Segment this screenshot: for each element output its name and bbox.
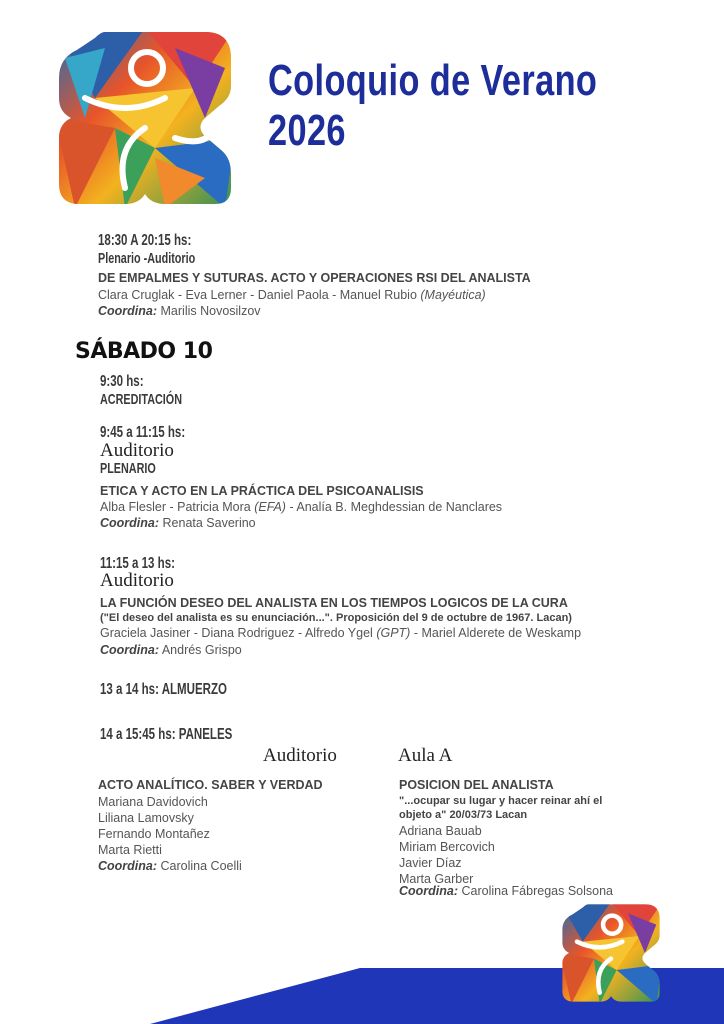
panel-right-title: POSICION DEL ANALISTA <box>399 778 554 792</box>
panel-left-name: Liliana Lamovsky <box>98 811 194 825</box>
coord-label: Coordina: <box>399 884 459 898</box>
friday-plenary-speakers <box>98 288 486 302</box>
plenario-coordinator <box>100 516 256 530</box>
plenario-title: ETICA Y ACTO EN LA PRÁCTICA DEL PSICOANALISIS <box>100 484 424 498</box>
panels-time: 14 a 15:45 hs: PANELES <box>100 726 233 743</box>
acreditacion-label: ACREDITACIÓN <box>100 391 183 408</box>
acreditacion-time: 9:30 hs: <box>100 373 144 390</box>
panel-right-coordinator <box>399 884 613 898</box>
plenario-speakers-note: (EFA) <box>254 500 286 514</box>
panel-right-name: Adriana Bauab <box>399 824 482 838</box>
panel-right-quote-line-1: "...ocupar su lugar y hacer reinar ahí el <box>399 795 603 807</box>
session2-time: 11:15 a 13 hs: <box>100 555 175 572</box>
coord-name: Carolina Coelli <box>160 859 242 873</box>
session2-title: LA FUNCIÓN DESEO DEL ANALISTA EN LOS TIEMPOS LOGICOS DE LA CURA <box>100 596 568 610</box>
panel-left-title: ACTO ANALÍTICO. SABER Y VERDAD <box>98 778 323 792</box>
session2-speakers-note: (GPT) <box>376 626 411 640</box>
panel-left-names <box>98 794 210 858</box>
coord-label: Coordina: <box>98 304 158 318</box>
panel-left-name: Fernando Montañez <box>98 827 210 841</box>
plenario-speakers <box>100 500 502 514</box>
colloquium-logo-icon <box>55 28 235 208</box>
coord-name: Carolina Fábregas Solsona <box>461 884 613 898</box>
plenario-room: Auditorio <box>100 440 174 461</box>
coord-label: Coordina: <box>100 643 160 657</box>
page-title <box>268 56 597 156</box>
day-heading: SÁBADO 10 <box>75 339 213 364</box>
friday-plenary-room: Plenario -Auditorio <box>98 250 196 267</box>
coord-name: Marilis Novosilzov <box>160 304 261 318</box>
friday-plenary-coordinator <box>98 304 261 318</box>
plenario-kind: PLENARIO <box>100 460 156 477</box>
friday-plenary-speakers-note: (Mayéutica) <box>420 288 486 302</box>
panel-right-name: Javier Díaz <box>399 856 462 870</box>
panel-divider <box>370 740 374 888</box>
session2-speakers-a: Graciela Jasiner - Diana Rodriguez - Alfredo Ygel <box>100 626 373 640</box>
panel-left-name: Mariana Davidovich <box>98 795 208 809</box>
title-line-1: Coloquio de Verano <box>268 56 598 105</box>
friday-plenary-title: DE EMPALMES Y SUTURAS. ACTO Y OPERACIONES RSI DEL ANALISTA <box>98 271 531 285</box>
coord-name: Andrés Grispo <box>161 643 242 657</box>
title-line-2: 2026 <box>268 106 346 155</box>
friday-plenary-speakers-names: Clara Cruglak - Eva Lerner - Daniel Paola - Manuel Rubio <box>98 288 417 302</box>
session2-coordinator <box>100 643 242 657</box>
panel-right-name: Marta Garber <box>399 872 474 886</box>
panel-left-coordinator <box>98 859 242 873</box>
panel-left-name: Marta Rietti <box>98 843 162 857</box>
session2-speakers-b: - Mariel Alderete de Weskamp <box>413 626 582 640</box>
coord-label: Coordina: <box>98 859 158 873</box>
panel-left-room: Auditorio <box>263 745 337 766</box>
lunch-line: 13 a 14 hs: ALMUERZO <box>100 681 227 698</box>
plenario-speakers-a: Alba Flesler - Patricia Mora <box>100 500 251 514</box>
colloquium-logo-small-icon <box>560 902 662 1004</box>
plenario-time: 9:45 a 11:15 hs: <box>100 424 186 441</box>
coord-label: Coordina: <box>100 516 160 530</box>
session2-speakers <box>100 626 581 640</box>
panel-right-names <box>399 823 495 887</box>
coord-name: Renata Saverino <box>162 516 256 530</box>
session2-quote: ("El deseo del analista es su enunciación...". Proposición del 9 de octubre de 1967. Lacan) <box>100 612 572 624</box>
panel-right-room: Aula A <box>398 745 453 766</box>
panel-right-quote <box>399 794 602 822</box>
session2-room: Auditorio <box>100 570 174 591</box>
plenario-speakers-b: - Analía B. Meghdessian de Nanclares <box>289 500 503 514</box>
friday-plenary-time: 18:30 A 20:15 hs: <box>98 232 192 249</box>
panel-right-quote-line-2: objeto a" 20/03/73 Lacan <box>399 809 528 821</box>
panel-right-name: Miriam Bercovich <box>399 840 495 854</box>
